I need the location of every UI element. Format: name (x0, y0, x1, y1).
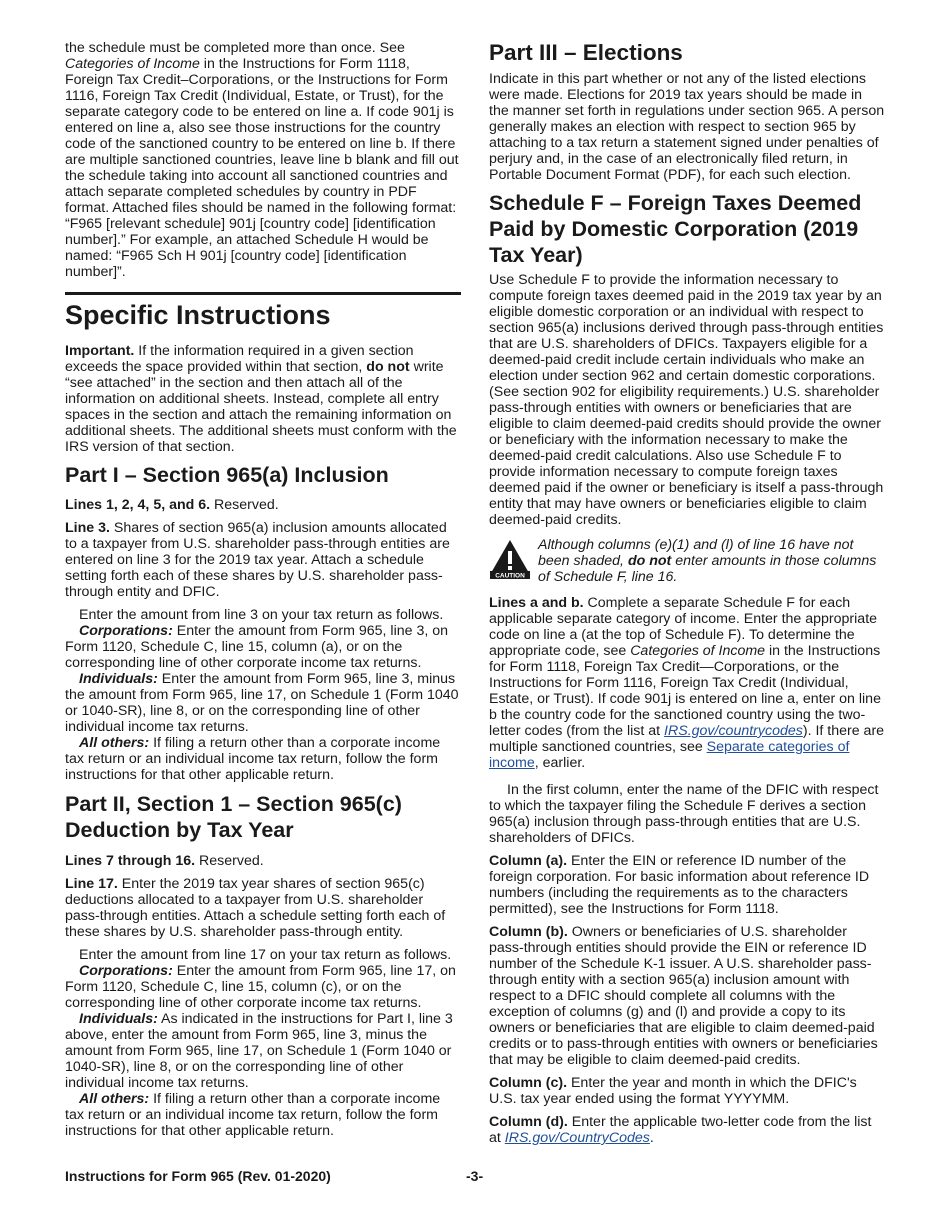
part3-heading: Part III – Elections (489, 40, 683, 65)
text-run: Enter the amount from Form 965, line 17, on Form 1120, Schedule C, line 15, column (c), or on the corresponding line of other corporate income tax returns. (65, 963, 456, 1011)
text-run: in the Instructions for Form 1118, Foreign Tax Credit–Corporations, or the Instructions for Form 1116, Foreign Tax Credit (Individual, Estate, or Trust), for the separate category code to be entered on line a. If code 901j is entered on line a, also see those instructions for the country code of the sanctioned country to be entered on line b. If there are multiple sanctioned countries, leave line b blank and fill out the schedule taking into account all sanctioned countries and attach separate completed schedules by country in PDF format. Attached files should be named in the following format: “F965 [relevant schedule] 901j [country code] [identification number].” For example, an attached Schedule H would be named: “F965 Sch H 901j [country code] [identification number]”. (65, 56, 459, 280)
line17-enter-paragraph: Enter the amount from line 17 on your tax return as follows. (79, 947, 452, 963)
text-run: , earlier. (534, 755, 586, 771)
first-column-paragraph: In the first column, enter the name of the DFIC with respect to which the taxpayer filing the Schedule F derives a section 965(a) inclusion through pass-through entities that are U.S. shareholders of DFICs. (489, 782, 879, 846)
caution-icon (489, 537, 531, 579)
right-column (489, 40, 885, 1153)
specific-instructions-heading: Specific Instructions (65, 300, 331, 330)
schedule-f-paragraph (489, 272, 885, 528)
lines-a-b-paragraph (489, 595, 885, 771)
text-run: Although columns (e)(1) and (l) of line 16 have not been shaded, (538, 537, 854, 569)
run-label: Column (d). (489, 1114, 568, 1130)
run-label: Corporations: (79, 623, 173, 639)
line3-enter-paragraph: Enter the amount from line 3 on your tax return as follows. (79, 607, 444, 623)
text-run: Enter the amount from Form 965, line 3, minus the amount from Form 965, line 17, on Schedule 1 (Form 1040 or 1040-SR), line 8, or on the corresponding line of other individual income tax returns. (65, 671, 459, 735)
text-run: If filing a return other than a corporate income tax return or an individual income tax return, follow the form instructions for that other applicable return. (65, 1091, 441, 1139)
inline-link[interactable]: IRS.gov/CountryCodes (504, 1130, 650, 1146)
part2-heading-line2: Deduction by Tax Year (65, 818, 294, 842)
text-run: If filing a return other than a corporate income tax return or an individual income tax return, follow the form instructions for that other applicable return. (65, 735, 441, 783)
text-run: As indicated in the instructions for Part I, line 3 above, enter the amount from Form 965, line 3, minus the amount from Form 965, line 17, on Schedule 1 (Form 1040 or 1040-SR), line 8, or on the corresponding line of other individual income tax returns. (65, 1011, 453, 1091)
text-run: Enter the EIN or reference ID number of the foreign corporation. For basic information about reference ID numbers (including the requirements as to the characters permitted), see the Instructions for Form 1118. (489, 853, 870, 917)
intro-paragraph (65, 40, 461, 280)
run-label: Line 17. (65, 876, 118, 892)
text-run: Reserved. (210, 497, 279, 513)
text-run: ). If there are multiple sanctioned countries, see (489, 723, 885, 755)
schedule-f-heading-line2: Paid by Domestic Corporation (2019 (489, 217, 859, 241)
run-label: Lines 7 through 16. (65, 853, 196, 869)
footer-title: Instructions for Form 965 (Rev. 01-2020) (65, 1168, 331, 1184)
line3-all-others-paragraph (65, 735, 461, 783)
column-a-paragraph (489, 853, 885, 917)
run-label: Individuals: (79, 1011, 158, 1027)
text-run: Complete a separate Schedule F for each applicable separate category of income. Enter the appropriate code on line a (at the top of Schedule F). To determine the appropriate code, see (489, 595, 878, 659)
inline-link[interactable]: Separate categories of income (489, 739, 850, 771)
page-number: -3- (466, 1168, 484, 1184)
run-label: Important. (65, 343, 135, 359)
run-label: Individuals: (79, 671, 158, 687)
run-label: do not (627, 553, 672, 569)
text-run: Enter the 2019 tax year shares of section 965(c) deductions allocated to a taxpayer from U.S. shareholder pass-through entities. Attach a schedule setting forth each of these shares by U.S. shareholder pass-through entity. (65, 876, 446, 940)
run-label: Column (c). (489, 1075, 568, 1091)
text-run: Enter the amount from Form 965, line 3, on Form 1120, Schedule C, line 15, column (a), or on the corresponding line of other corporate income tax returns. (65, 623, 449, 671)
text-run: Reserved. (195, 853, 264, 869)
caution-text (538, 537, 885, 585)
left-column (65, 40, 461, 1139)
inline-link[interactable]: IRS.gov/countrycodes (664, 723, 803, 739)
text-run: Owners or beneficiaries of U.S. shareholder pass-through entities should provide the EIN or reference ID number of the Schedule K-1 issuer. A U.S. shareholder pass-through entity with a section 965(a) inclusion amount with respect to a DFIC should complete all columns with the exception of columns (g) and (l) and provide a copy to its owners or beneficiaries that are eligible to claim deemed-paid credits or to pass-through entities with owners or beneficiaries that may be eligible to claim deemed-paid credits. (489, 924, 878, 1068)
text-run: Indicate in this part whether or not any of the listed elections were made. Elections for 2019 tax years should be made in the manner set forth in regulations under section 965. A person generally makes an election with respect to section 965 by attaching to a tax return a statement signed under penalties of perjury and, in the case of an electronically filed return, in Portable Document Format (PDF), for each such election. (489, 71, 885, 183)
column-d-paragraph (489, 1114, 885, 1146)
text-run: enter amounts in those columns of Schedule F, line 16. (538, 553, 877, 585)
line17-individuals-paragraph (65, 1011, 461, 1091)
run-label: Corporations: (79, 963, 173, 979)
part2-heading-line1: Part II, Section 1 – Section 965(c) (65, 792, 402, 816)
lines-1-2-4-5-6-paragraph (65, 497, 461, 513)
text-run: write “see attached” in the section and then attach all of the information on additional sheets. Instead, complete all entry spaces in the section and attach the remaining information on additional sheets. The additional sheets must conform with the IRS version of that section. (65, 359, 457, 455)
line17-all-others-paragraph (65, 1091, 461, 1139)
text-run: . (649, 1130, 654, 1146)
run-label: Line 3. (65, 520, 110, 536)
section-divider (65, 292, 461, 295)
run-label: All others: (79, 1091, 150, 1107)
run-label: Lines 1, 2, 4, 5, and 6. (65, 497, 211, 513)
part2-heading (65, 791, 461, 843)
text-run: Enter the applicable two-letter code from the list at (489, 1114, 872, 1146)
text-run: If the information required in a given section exceeds the space provided within that section, (65, 343, 414, 375)
text-run: Use Schedule F to provide the information necessary to compute foreign taxes deemed paid in the 2019 tax year by an eligible domestic corporation or an individual with respect to section 965(a) inclusions derived through pass-through entities that are U.S. shareholders of DFICs. Taxpayers eligible for a deemed-paid credit include certain individuals who make an election under section 962 and certain domestic corporations. (See section 902 for eligibility requirements.) U.S. shareholder pass-through entities with owners or beneficiaries that are eligible to claim deemed-paid credits should provide the owner or beneficiary with the information necessary to make the deemed-paid credit calculations. Also use Schedule F to provide information necessary to compute foreign taxes deemed paid if the owner or beneficiary is itself a pass-through entity that may have owners or beneficiaries eligible to claim deemed-paid credits. (489, 272, 884, 528)
schedule-f-heading-line3: Tax Year) (489, 243, 583, 267)
text-run: Enter the year and month in which the DFIC's U.S. tax year ended using the format YYYYMM. (489, 1075, 857, 1107)
schedule-f-heading-line1: Schedule F – Foreign Taxes Deemed (489, 191, 862, 215)
schedule-f-heading (489, 190, 885, 268)
line3-corporations-paragraph (65, 623, 461, 671)
part3-paragraph (489, 71, 885, 183)
caution-note (489, 537, 885, 585)
caution-label: CAUTION (495, 572, 525, 579)
text-run: in the Instructions for Form 1118, Foreign Tax Credit—Corporations, or the Instructions for Form 1116, Foreign Tax Credit (Individual, Estate, or Trust). If code 901j is entered on line a, enter on line b the country code for the sanctioned country using the two-letter codes (from the list at (489, 643, 881, 739)
line17-paragraph (65, 876, 461, 940)
run-label: All others: (79, 735, 150, 751)
column-c-paragraph (489, 1075, 885, 1107)
run-label: Lines a and b. (489, 595, 584, 611)
column-b-paragraph (489, 924, 885, 1068)
lines-7-16-paragraph (65, 853, 461, 869)
text-run: the schedule must be completed more than once. See (65, 40, 405, 56)
run-label: Column (a). (489, 853, 568, 869)
text-run: Categories of Income (630, 643, 766, 659)
line17-corporations-paragraph (65, 963, 461, 1011)
text-run: Categories of Income (65, 56, 200, 72)
line3-individuals-paragraph (65, 671, 461, 735)
part1-heading: Part I – Section 965(a) Inclusion (65, 463, 389, 487)
run-label: Column (b). (489, 924, 568, 940)
important-paragraph (65, 343, 461, 455)
run-label: do not (366, 359, 410, 375)
line3-paragraph (65, 520, 461, 600)
text-run: Shares of section 965(a) inclusion amounts allocated to a taxpayer from U.S. shareholder pass-through entities are entered on line 3 for the 2019 tax year. Attach a schedule setting forth each of these shares by U.S. shareholder pass-through entity and DFIC. (65, 520, 450, 600)
